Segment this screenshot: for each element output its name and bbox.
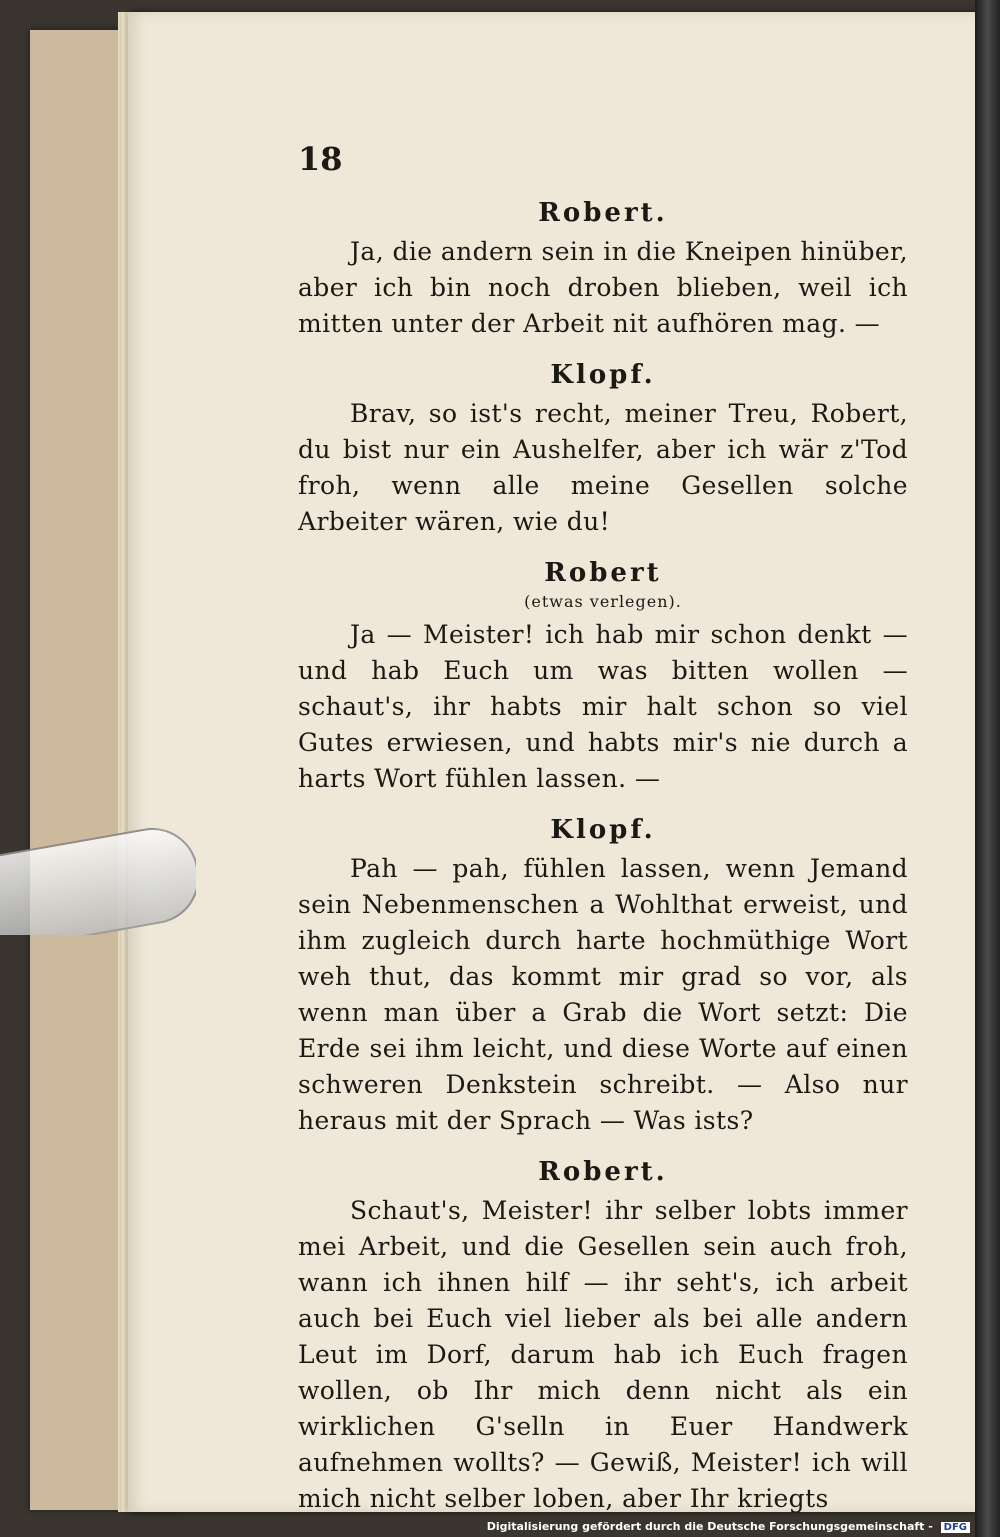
- page-number: 18: [298, 140, 343, 178]
- speech-robert-1: Ja, die andern sein in die Kneipen hinüber, aber ich bin noch droben blieben, weil ich mitten unter der Arbeit nit aufhören mag. —: [298, 237, 908, 338]
- speech-robert-3: Schaut's, Meister! ihr selber lobts immer mei Arbeit, und die Gesellen sein auch froh, wann ich ihnen hilf — ihr seht's, ich arbeit auch bei Euch viel lieber als bei alle andern Leut im Dorf, darum hab ich Euch fragen wollen, ob Ihr mich denn nicht als ein wirklichen G'selln in Euer Handwerk aufnehmen wollts? — Gewiß, Meister! ich will mich nicht selber loben, aber Ihr kriegts: [298, 1196, 908, 1513]
- speech-robert-2: Ja — Meister! ich hab mir schon denkt — und hab Euch um was bitten wollen — schaut's, ihr habts mir halt schon so viel Gutes erwiesen, und habts mir's nie durch a harts Wort fühlen lassen. —: [298, 620, 908, 793]
- stage-direction: (etwas verlegen).: [524, 592, 682, 611]
- speaker-robert-3: Robert.: [538, 1157, 668, 1187]
- speaker-robert-1: Robert.: [538, 198, 668, 228]
- dfg-logo: DFG: [941, 1522, 970, 1533]
- credit-text: Digitalisierung gefördert durch die Deutsche Forschungsgemeinschaft -: [486, 1520, 933, 1533]
- speaker-klopf-1: Klopf.: [550, 360, 656, 390]
- page-text: [298, 188, 908, 1533]
- speaker-robert-2: Robert: [544, 558, 662, 588]
- digitization-credit: [487, 1520, 970, 1533]
- page-clip-bookmark: [0, 820, 196, 935]
- scan-right-border: [975, 0, 1000, 1537]
- speech-klopf-2: Pah — pah, fühlen lassen, wenn Jemand sein Nebenmenschen a Wohlthat erweist, und ihm zugleich durch harte hochmüthige Wort weh thut, das kommt mir grad so vor, als wenn man über a Grab die Wort setzt: Die Erde sei ihm leicht, und diese Worte auf einen schweren Denkstein schreibt. — Also nur heraus mit der Sprach — Was ists?: [298, 854, 908, 1135]
- speech-klopf-1: Brav, so ist's recht, meiner Treu, Robert, du bist nur ein Aushelfer, aber ich wär z'Tod froh, wenn alle meine Gesellen solche Arbeiter wären, wie du!: [298, 399, 908, 536]
- clip-shape: [0, 821, 196, 935]
- speaker-klopf-2: Klopf.: [550, 815, 656, 845]
